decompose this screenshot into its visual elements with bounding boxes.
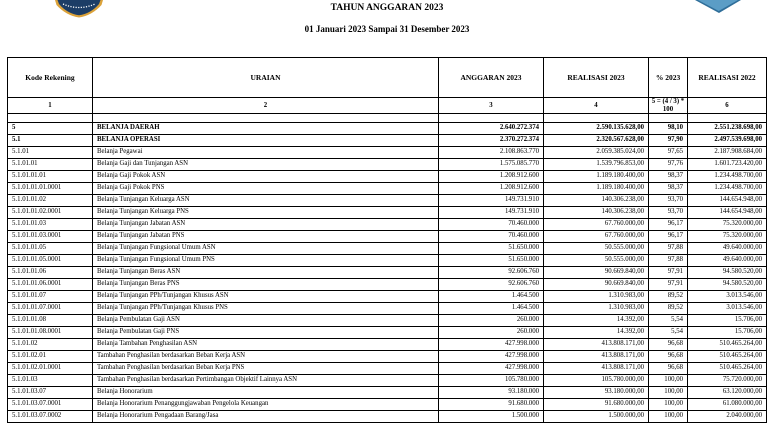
table-row bbox=[8, 267, 767, 279]
table-row bbox=[8, 351, 767, 363]
cell-pct-2023: 100,00 bbox=[649, 387, 688, 399]
cell-kode-rekening: 5.1.01.02 bbox=[8, 339, 93, 351]
cell-pct-2023: 97,91 bbox=[649, 279, 688, 291]
cell-anggaran-2023: 427.998.000 bbox=[439, 363, 544, 375]
cell-realisasi-2022: 2.497.539.698,00 bbox=[688, 135, 767, 147]
cell-uraian: Belanja Tunjangan Beras ASN bbox=[93, 267, 439, 279]
cell-realisasi-2022: 144.654.948,00 bbox=[688, 207, 767, 219]
cell-realisasi-2022: 1.234.498.700,00 bbox=[688, 183, 767, 195]
table-row bbox=[8, 243, 767, 255]
cell-realisasi-2022: 75.320.000,00 bbox=[688, 231, 767, 243]
cell-anggaran-2023: 260.000 bbox=[439, 315, 544, 327]
cell-uraian: Belanja Tunjangan Jabatan PNS bbox=[93, 231, 439, 243]
column-header-realisasi-2022: REALISASI 2022 bbox=[688, 58, 767, 98]
cell-realisasi-2023: 2.590.135.628,00 bbox=[544, 123, 649, 135]
report-year-title: TAHUN ANGGARAN 2023 bbox=[330, 3, 444, 13]
cell-kode-rekening: 5.1.01.01.05.0001 bbox=[8, 255, 93, 267]
cell-pct-2023: 100,00 bbox=[649, 375, 688, 387]
cell-uraian: Tambahan Penghasilan berdasarkan Beban Kerja PNS bbox=[93, 363, 439, 375]
table-row bbox=[8, 147, 767, 159]
cell-realisasi-2022: 144.654.948,00 bbox=[688, 195, 767, 207]
table-row bbox=[8, 399, 767, 411]
cell-realisasi-2023: 105.780.000,00 bbox=[544, 375, 649, 387]
column-number-1: 1 bbox=[8, 98, 93, 114]
cell-realisasi-2022: 1.601.723.420,00 bbox=[688, 159, 767, 171]
table-row bbox=[8, 219, 767, 231]
cell-realisasi-2023: 1.539.796.853,00 bbox=[544, 159, 649, 171]
cell-realisasi-2023: 50.555.000,00 bbox=[544, 243, 649, 255]
cell-anggaran-2023: 1.464.500 bbox=[439, 291, 544, 303]
cell-anggaran-2023: 1.500.000 bbox=[439, 411, 544, 423]
cell-uraian: Belanja Tunjangan Fungsional Umum PNS bbox=[93, 255, 439, 267]
cell-realisasi-2022: 75.320.000,00 bbox=[688, 219, 767, 231]
table-row bbox=[8, 375, 767, 387]
column-number-3: 3 bbox=[439, 98, 544, 114]
cell-pct-2023: 97,65 bbox=[649, 147, 688, 159]
cell-realisasi-2023: 2.059.385.024,00 bbox=[544, 147, 649, 159]
cell-uraian: Belanja Honorarium Pengadaan Barang/Jasa bbox=[93, 411, 439, 423]
cell-uraian: Belanja Pembulatan Gaji ASN bbox=[93, 315, 439, 327]
cell-anggaran-2023: 2.370.272.374 bbox=[439, 135, 544, 147]
cell-kode-rekening: 5.1.01.01.07.0001 bbox=[8, 303, 93, 315]
cell-realisasi-2023: 413.808.171,00 bbox=[544, 351, 649, 363]
cell-kode-rekening: 5.1 bbox=[8, 135, 93, 147]
cell-kode-rekening: 5.1.01.01.05 bbox=[8, 243, 93, 255]
cell-anggaran-2023: 1.575.085.770 bbox=[439, 159, 544, 171]
cell-uraian: Belanja Honorarium bbox=[93, 387, 439, 399]
cell-pct-2023: 97,90 bbox=[649, 135, 688, 147]
cell-anggaran-2023: 427.998.000 bbox=[439, 351, 544, 363]
cell-anggaran-2023: 51.650.000 bbox=[439, 243, 544, 255]
cell-anggaran-2023: 92.606.760 bbox=[439, 279, 544, 291]
cell-anggaran-2023: 93.180.000 bbox=[439, 387, 544, 399]
table-row bbox=[8, 135, 767, 147]
cell-kode-rekening: 5 bbox=[8, 123, 93, 135]
cell-kode-rekening: 5.1.01.01.02 bbox=[8, 195, 93, 207]
table-row bbox=[8, 411, 767, 423]
cell-pct-2023: 97,76 bbox=[649, 159, 688, 171]
cell-realisasi-2022: 94.580.520,00 bbox=[688, 267, 767, 279]
cell-kode-rekening: 5.1.01.01.01.0001 bbox=[8, 183, 93, 195]
cell-kode-rekening: 5.1.01.03.07.0001 bbox=[8, 399, 93, 411]
column-number-row bbox=[8, 98, 767, 114]
table-row bbox=[8, 339, 767, 351]
cell-pct-2023: 5,54 bbox=[649, 315, 688, 327]
cell-realisasi-2022: 510.465.264,00 bbox=[688, 339, 767, 351]
cell-pct-2023: 96,17 bbox=[649, 231, 688, 243]
cell-realisasi-2022: 15.706,00 bbox=[688, 315, 767, 327]
cell-realisasi-2022: 510.465.264,00 bbox=[688, 363, 767, 375]
table-body bbox=[8, 123, 767, 423]
cell-realisasi-2023: 140.306.238,00 bbox=[544, 207, 649, 219]
cell-kode-rekening: 5.1.01.01.01 bbox=[8, 171, 93, 183]
cell-realisasi-2023: 1.310.983,00 bbox=[544, 291, 649, 303]
cell-uraian: Belanja Pegawai bbox=[93, 147, 439, 159]
cell-pct-2023: 98,37 bbox=[649, 183, 688, 195]
cell-uraian: Tambahan Penghasilan berdasarkan Pertimbangan Objektif Lainnya ASN bbox=[93, 375, 439, 387]
cell-uraian: Belanja Tunjangan PPh/Tunjangan Khusus PNS bbox=[93, 303, 439, 315]
table-row bbox=[8, 291, 767, 303]
cell-uraian: Belanja Honorarium Penanggungjawaban Pengelola Keuangan bbox=[93, 399, 439, 411]
cell-pct-2023: 96,68 bbox=[649, 363, 688, 375]
cell-realisasi-2022: 49.640.000,00 bbox=[688, 255, 767, 267]
cell-pct-2023: 97,88 bbox=[649, 243, 688, 255]
table-row bbox=[8, 279, 767, 291]
table-row bbox=[8, 159, 767, 171]
cell-realisasi-2023: 413.808.171,00 bbox=[544, 363, 649, 375]
cell-anggaran-2023: 260.000 bbox=[439, 327, 544, 339]
cell-realisasi-2023: 1.189.180.400,00 bbox=[544, 171, 649, 183]
cell-realisasi-2023: 50.555.000,00 bbox=[544, 255, 649, 267]
cell-kode-rekening: 5.1.01.01.06.0001 bbox=[8, 279, 93, 291]
cell-anggaran-2023: 149.731.910 bbox=[439, 195, 544, 207]
cell-anggaran-2023: 427.998.000 bbox=[439, 339, 544, 351]
table-row bbox=[8, 387, 767, 399]
column-number-5: 5 = (4 / 3) * 100 bbox=[649, 98, 688, 114]
budget-realization-table bbox=[7, 57, 767, 423]
cell-uraian: Belanja Tunjangan Keluarga PNS bbox=[93, 207, 439, 219]
cell-realisasi-2022: 2.187.908.684,00 bbox=[688, 147, 767, 159]
cell-anggaran-2023: 91.680.000 bbox=[439, 399, 544, 411]
cell-uraian: Belanja Tunjangan Jabatan ASN bbox=[93, 219, 439, 231]
table-row bbox=[8, 123, 767, 135]
cell-anggaran-2023: 70.460.000 bbox=[439, 231, 544, 243]
cell-uraian: BELANJA OPERASI bbox=[93, 135, 439, 147]
table-row bbox=[8, 171, 767, 183]
cell-realisasi-2023: 93.180.000,00 bbox=[544, 387, 649, 399]
cell-anggaran-2023: 1.464.500 bbox=[439, 303, 544, 315]
cell-anggaran-2023: 105.780.000 bbox=[439, 375, 544, 387]
column-header-uraian: URAIAN bbox=[93, 58, 439, 98]
cell-anggaran-2023: 2.640.272.374 bbox=[439, 123, 544, 135]
cell-anggaran-2023: 92.606.760 bbox=[439, 267, 544, 279]
cell-realisasi-2023: 413.808.171,00 bbox=[544, 339, 649, 351]
cell-kode-rekening: 5.1.01.01.08 bbox=[8, 315, 93, 327]
cell-pct-2023: 96,17 bbox=[649, 219, 688, 231]
cell-uraian: Belanja Gaji dan Tunjangan ASN bbox=[93, 159, 439, 171]
cell-realisasi-2023: 90.669.840,00 bbox=[544, 279, 649, 291]
column-header-pct-2023: % 2023 bbox=[649, 58, 688, 98]
cell-realisasi-2023: 14.392,00 bbox=[544, 327, 649, 339]
table-row bbox=[8, 315, 767, 327]
cell-pct-2023: 98,37 bbox=[649, 171, 688, 183]
cell-realisasi-2023: 140.306.238,00 bbox=[544, 195, 649, 207]
cell-realisasi-2023: 90.669.840,00 bbox=[544, 267, 649, 279]
table-row bbox=[8, 183, 767, 195]
spacer-row bbox=[8, 114, 767, 123]
cell-uraian: Belanja Tunjangan Keluarga ASN bbox=[93, 195, 439, 207]
cell-pct-2023: 89,52 bbox=[649, 303, 688, 315]
cell-realisasi-2023: 67.760.000,00 bbox=[544, 219, 649, 231]
cell-pct-2023: 93,70 bbox=[649, 195, 688, 207]
cell-pct-2023: 97,91 bbox=[649, 267, 688, 279]
cell-anggaran-2023: 70.460.000 bbox=[439, 219, 544, 231]
cell-realisasi-2023: 91.680.000,00 bbox=[544, 399, 649, 411]
cell-kode-rekening: 5.1.01.02.01 bbox=[8, 351, 93, 363]
cell-uraian: Belanja Tunjangan PPh/Tunjangan Khusus ASN bbox=[93, 291, 439, 303]
cell-pct-2023: 98,10 bbox=[649, 123, 688, 135]
table-row bbox=[8, 207, 767, 219]
cell-kode-rekening: 5.1.01.01.02.0001 bbox=[8, 207, 93, 219]
column-number-2: 2 bbox=[93, 98, 439, 114]
table-row bbox=[8, 303, 767, 315]
cell-kode-rekening: 5.1.01.01.03.0001 bbox=[8, 231, 93, 243]
cell-realisasi-2022: 61.080.000,00 bbox=[688, 399, 767, 411]
cell-realisasi-2023: 2.320.567.628,00 bbox=[544, 135, 649, 147]
cell-uraian: Belanja Tunjangan Fungsional Umum ASN bbox=[93, 243, 439, 255]
cell-realisasi-2022: 15.706,00 bbox=[688, 327, 767, 339]
cell-pct-2023: 5,54 bbox=[649, 327, 688, 339]
cell-realisasi-2022: 94.580.520,00 bbox=[688, 279, 767, 291]
table-header bbox=[8, 58, 767, 123]
cell-pct-2023: 100,00 bbox=[649, 411, 688, 423]
cell-kode-rekening: 5.1.01 bbox=[8, 147, 93, 159]
cell-realisasi-2022: 75.720.000,00 bbox=[688, 375, 767, 387]
cell-kode-rekening: 5.1.01.01 bbox=[8, 159, 93, 171]
cell-kode-rekening: 5.1.01.02.01.0001 bbox=[8, 363, 93, 375]
cell-realisasi-2022: 49.640.000,00 bbox=[688, 243, 767, 255]
table-row bbox=[8, 231, 767, 243]
column-number-4: 4 bbox=[544, 98, 649, 114]
cell-anggaran-2023: 149.731.910 bbox=[439, 207, 544, 219]
cell-uraian: Belanja Pembulatan Gaji PNS bbox=[93, 327, 439, 339]
cell-pct-2023: 96,68 bbox=[649, 351, 688, 363]
header-row bbox=[8, 58, 767, 98]
table-row bbox=[8, 195, 767, 207]
cell-pct-2023: 100,00 bbox=[649, 399, 688, 411]
cell-uraian: Tambahan Penghasilan berdasarkan Beban Kerja ASN bbox=[93, 351, 439, 363]
cell-uraian: Belanja Gaji Pokok ASN bbox=[93, 171, 439, 183]
column-header-anggaran-2023: ANGGARAN 2023 bbox=[439, 58, 544, 98]
cell-pct-2023: 93,70 bbox=[649, 207, 688, 219]
cell-realisasi-2022: 2.040.000,00 bbox=[688, 411, 767, 423]
cell-kode-rekening: 5.1.01.01.08.0001 bbox=[8, 327, 93, 339]
column-number-6: 6 bbox=[688, 98, 767, 114]
cell-uraian: Belanja Gaji Pokok PNS bbox=[93, 183, 439, 195]
cell-realisasi-2023: 1.189.180.400,00 bbox=[544, 183, 649, 195]
cell-realisasi-2023: 1.500.000,00 bbox=[544, 411, 649, 423]
cell-realisasi-2022: 2.551.238.698,00 bbox=[688, 123, 767, 135]
column-header-kode-rekening: Kode Rekening bbox=[8, 58, 93, 98]
cell-kode-rekening: 5.1.01.01.07 bbox=[8, 291, 93, 303]
column-header-realisasi-2023: REALISASI 2023 bbox=[544, 58, 649, 98]
cell-uraian: Belanja Tunjangan Beras PNS bbox=[93, 279, 439, 291]
report-date-range: 01 Januari 2023 Sampai 31 Desember 2023 bbox=[304, 24, 470, 34]
cell-realisasi-2023: 14.392,00 bbox=[544, 315, 649, 327]
cell-uraian: BELANJA DAERAH bbox=[93, 123, 439, 135]
cell-realisasi-2022: 1.234.498.700,00 bbox=[688, 171, 767, 183]
cell-kode-rekening: 5.1.01.03.07 bbox=[8, 387, 93, 399]
cell-pct-2023: 96,68 bbox=[649, 339, 688, 351]
cell-anggaran-2023: 1.208.912.600 bbox=[439, 171, 544, 183]
cell-anggaran-2023: 1.208.912.600 bbox=[439, 183, 544, 195]
cell-pct-2023: 89,52 bbox=[649, 291, 688, 303]
cell-uraian: Belanja Tambahan Penghasilan ASN bbox=[93, 339, 439, 351]
cell-realisasi-2022: 3.013.546,00 bbox=[688, 303, 767, 315]
cell-anggaran-2023: 51.650.000 bbox=[439, 255, 544, 267]
table-row bbox=[8, 363, 767, 375]
table-row bbox=[8, 255, 767, 267]
table-row bbox=[8, 327, 767, 339]
cell-kode-rekening: 5.1.01.01.06 bbox=[8, 267, 93, 279]
cell-anggaran-2023: 2.108.863.770 bbox=[439, 147, 544, 159]
cell-realisasi-2022: 510.465.264,00 bbox=[688, 351, 767, 363]
cell-realisasi-2023: 1.310.983,00 bbox=[544, 303, 649, 315]
cell-kode-rekening: 5.1.01.03 bbox=[8, 375, 93, 387]
cell-pct-2023: 97,88 bbox=[649, 255, 688, 267]
cell-realisasi-2022: 3.013.546,00 bbox=[688, 291, 767, 303]
cell-realisasi-2022: 63.120.000,00 bbox=[688, 387, 767, 399]
cell-realisasi-2023: 67.760.000,00 bbox=[544, 231, 649, 243]
cell-kode-rekening: 5.1.01.03.07.0002 bbox=[8, 411, 93, 423]
cell-kode-rekening: 5.1.01.01.03 bbox=[8, 219, 93, 231]
